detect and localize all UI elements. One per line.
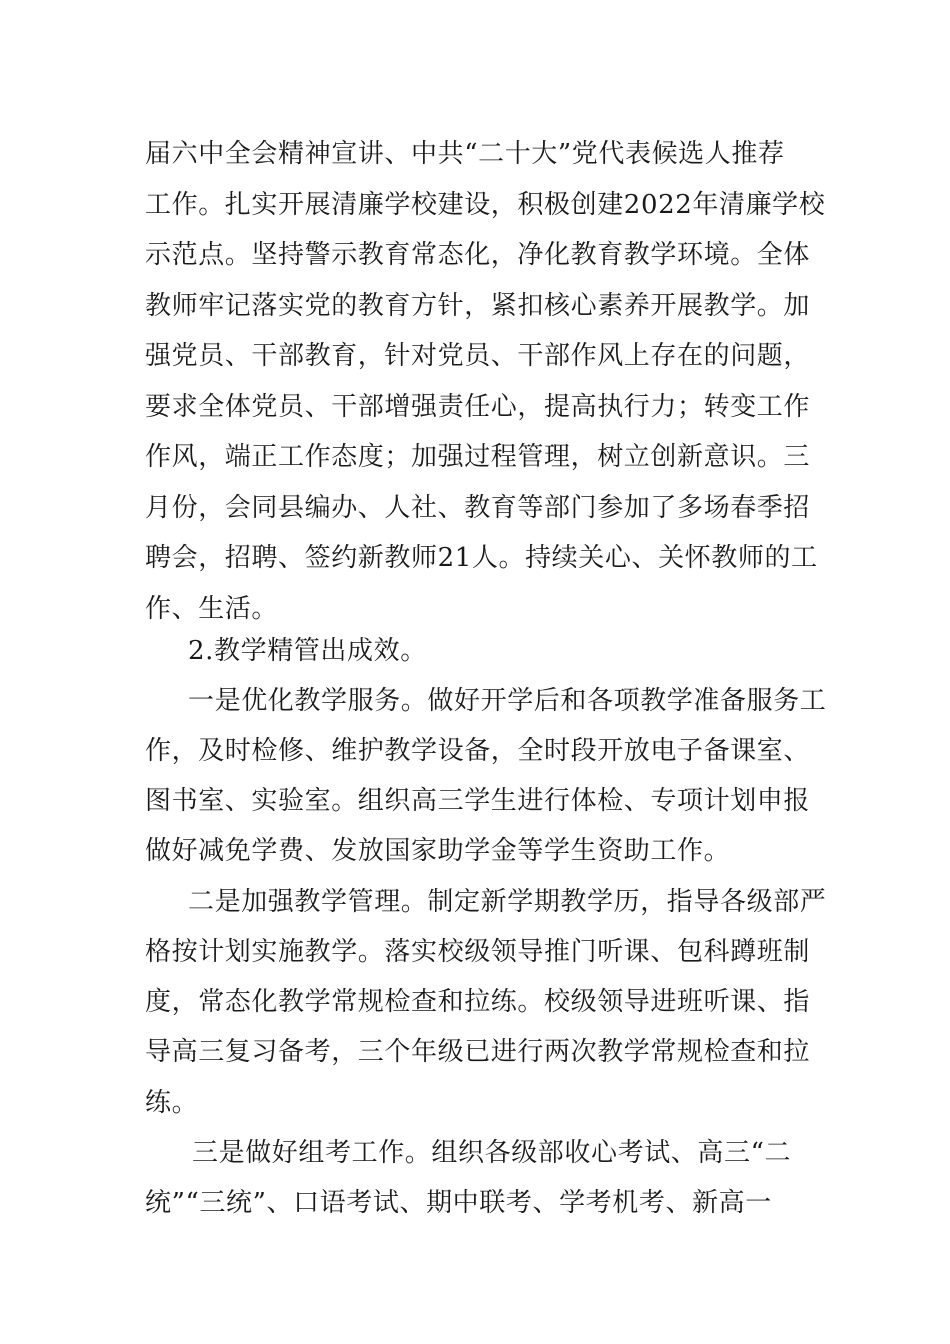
text-line-17: 格按计划实施教学。落实校级领导推门听课、包科蹲班制	[145, 937, 811, 967]
text-line-1: 届六中全会精神宣讲、中共“二十大”党代表候选人推荐	[145, 139, 785, 169]
text-line-16: 二是加强教学管理。制定新学期教学历，指导各级部严	[188, 887, 827, 917]
text-line-19: 导高三复习备考，三个年级已进行两次教学常规检查和拉	[145, 1037, 811, 1067]
text-line-4: 教师牢记落实党的教育方针，紧扣核心素养开展教学。加	[145, 291, 811, 321]
text-line-20: 练。	[145, 1088, 199, 1118]
text-line-15: 做好减免学费、发放国家助学金等学生资助工作。	[145, 836, 731, 866]
text-line-5: 强党员、干部教育，针对党员、干部作风上存在的问题，	[145, 341, 811, 371]
text-line-12: 一是优化教学服务。做好开学后和各项教学准备服务工	[188, 686, 827, 716]
text-line-13: 作，及时检修、维护教学设备，全时段开放电子备课室、	[145, 736, 811, 766]
text-line-14: 图书室、实验室。组织高三学生进行体检、专项计划申报	[145, 786, 811, 816]
section-heading: 2.教学精管出成效。	[188, 636, 427, 666]
text-line-18: 度，常态化教学常规检查和拉练。校级领导进班听课、指	[145, 987, 811, 1017]
text-line-2: 工作。扎实开展清廉学校建设，积极创建2022年清廉学校	[145, 190, 826, 220]
text-line-21: 三是做好组考工作。组织各级部收心考试、高三“二	[192, 1138, 792, 1168]
text-line-3: 示范点。坚持警示教育常态化，净化教育教学环境。全体	[145, 240, 811, 270]
text-line-8: 月份，会同县编办、人社、教育等部门参加了多场春季招	[145, 493, 811, 523]
text-line-9: 聘会，招聘、签约新教师21人。持续关心、关怀教师的工	[145, 543, 818, 573]
text-line-7: 作风，端正工作态度；加强过程管理，树立创新意识。三	[145, 442, 811, 472]
text-line-6: 要求全体党员、干部增强责任心，提高执行力；转变工作	[145, 392, 811, 422]
text-line-10: 作、生活。	[145, 594, 279, 624]
text-line-22: 统”“三统”、口语考试、期中联考、学考机考、新高一	[145, 1188, 772, 1218]
